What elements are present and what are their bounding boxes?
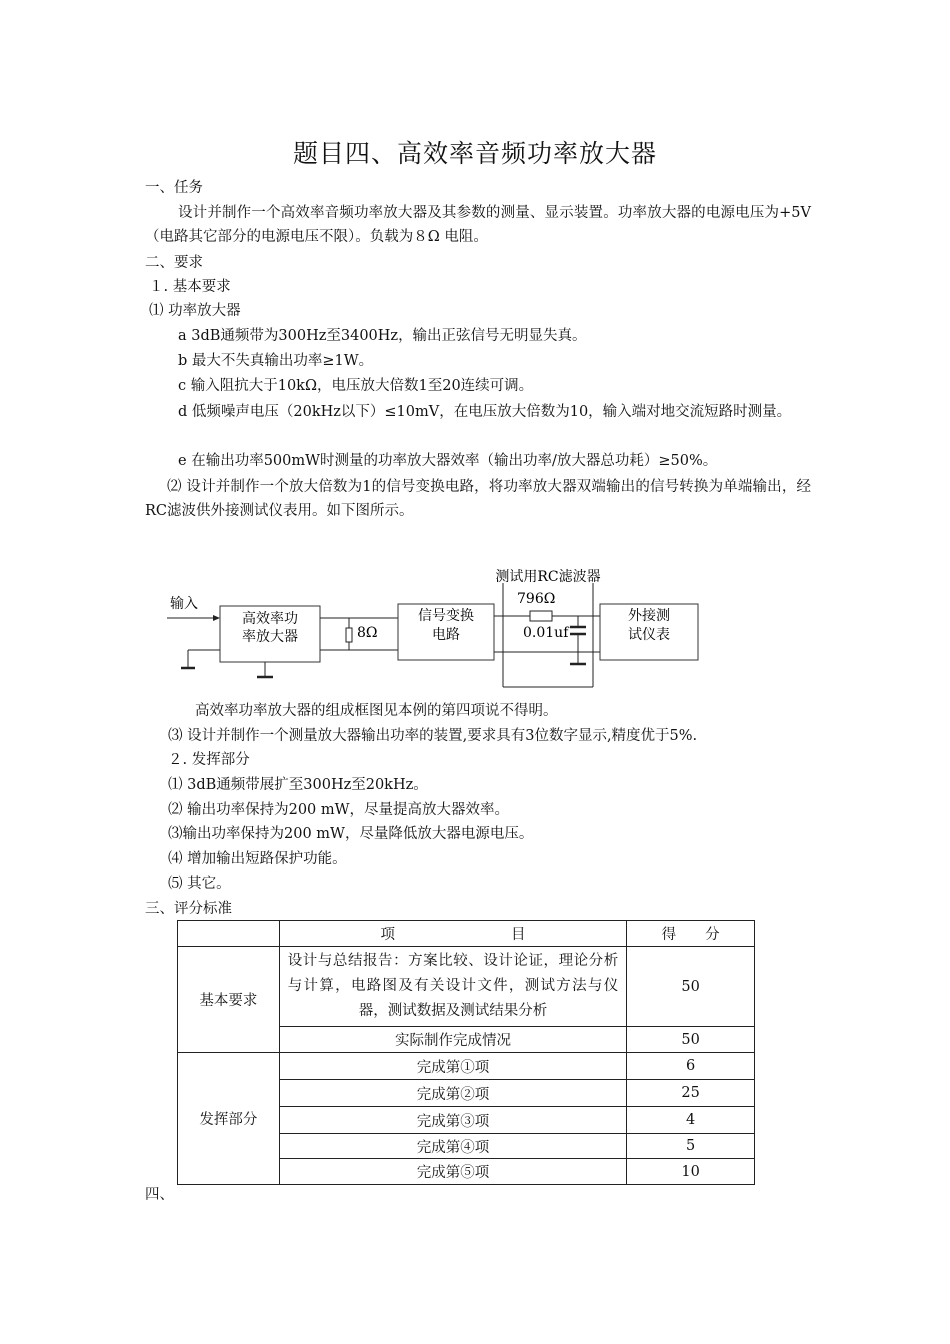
extension-item5: ⑸ 其它。 bbox=[168, 876, 231, 892]
requirement-d: d 低频噪声电压（20kHz以下）≤10mV，在电压放大倍数为10，输入端对地交流短路时测量。 bbox=[178, 404, 792, 420]
amplifier-label-line2: 率放大器 bbox=[242, 629, 298, 645]
table-header-blank bbox=[178, 921, 280, 947]
filter-label: 测试用RC滤波器 bbox=[495, 569, 601, 585]
section-heading-scoring: 三、评分标准 bbox=[145, 901, 232, 917]
section-heading-requirements: 二、要求 bbox=[145, 255, 203, 271]
meter-label-line1: 外接测 bbox=[628, 608, 670, 624]
diagram-caption: 高效率功率放大器的组成框图见本例的第四项说不得明。 bbox=[195, 703, 558, 719]
input-label: 输入 bbox=[170, 596, 198, 612]
table-cell-item: 实际制作完成情况 bbox=[279, 1027, 626, 1053]
page-title: 题目四、高效率音频功率放大器 bbox=[292, 139, 657, 168]
meter-label-line2: 试仪表 bbox=[628, 627, 670, 643]
table-row bbox=[178, 1053, 755, 1080]
requirement-item2: ⑵ 设计并制作一个放大倍数为1的信号变换电路，将功率放大器双端输出的信号转换为单端输出，经RC滤波供外接测试仪表用。如下图所示。 bbox=[145, 479, 811, 519]
table-cell-item: 设计与总结报告：方案比较、设计论证，理论分析与计算，电路图及有关设计文件，测试方法与仪器，测试数据及测试结果分析 bbox=[279, 947, 626, 1027]
extension-group-label: 发挥部分 bbox=[178, 1053, 280, 1185]
table-cell-item: 完成第⑤项 bbox=[279, 1159, 626, 1185]
requirement-c: c 输入阻抗大于10kΩ，电压放大倍数1至20连续可调。 bbox=[178, 378, 534, 394]
table-cell-score: 25 bbox=[627, 1080, 755, 1107]
extension-item3: ⑶输出功率保持为200 mW，尽量降低放大器电源电压。 bbox=[168, 826, 534, 842]
requirement-a: a 3dB通频带为300Hz至3400Hz，输出正弦信号无明显失真。 bbox=[178, 328, 587, 344]
load-resistor bbox=[346, 628, 352, 642]
table-cell-item: 完成第①项 bbox=[279, 1053, 626, 1080]
section-heading-task: 一、任务 bbox=[145, 180, 203, 196]
table-cell-item: 完成第③项 bbox=[279, 1107, 626, 1134]
section-heading-four: 四、 bbox=[145, 1187, 174, 1203]
converter-label-line1: 信号变换 bbox=[418, 608, 474, 624]
requirement-b: b 最大不失真输出功率≥1W。 bbox=[178, 353, 374, 369]
filter-resistor bbox=[530, 611, 552, 621]
amplifier-label-line1: 高效率功 bbox=[242, 611, 298, 627]
requirement-e: e 在输出功率500mW时测量的功率放大器效率（输出功率/放大器总功耗）≥50%。 bbox=[178, 453, 718, 469]
table-cell-score: 5 bbox=[627, 1134, 755, 1159]
table-cell-score: 10 bbox=[627, 1159, 755, 1185]
item1-heading: ⑴ 功率放大器 bbox=[149, 303, 241, 319]
basic-requirements-heading: １. 基本要求 bbox=[149, 279, 231, 295]
table-cell-score: 50 bbox=[627, 1027, 755, 1053]
table-cell-score: 6 bbox=[627, 1053, 755, 1080]
extension-item4: ⑷ 增加输出短路保护功能。 bbox=[168, 851, 347, 867]
task-paragraph: 设计并制作一个高效率音频功率放大器及其参数的测量、显示装置。功率放大器的电源电压为+5V（电路其它部分的电源电压不限）。负载为８Ω 电阻。 bbox=[145, 205, 811, 245]
table-cell-item: 完成第②项 bbox=[279, 1080, 626, 1107]
table-cell-item: 完成第④项 bbox=[279, 1134, 626, 1159]
table-cell-score: 4 bbox=[627, 1107, 755, 1134]
load-label: 8Ω bbox=[357, 625, 378, 641]
extension-item1: ⑴ 3dB通频带展扩至300Hz至20kHz。 bbox=[168, 777, 428, 793]
table-header-row bbox=[178, 921, 755, 947]
capacitor-label: 0.01uf bbox=[523, 625, 569, 641]
table-header-score: 得 分 bbox=[627, 921, 755, 947]
requirement-item3: ⑶ 设计并制作一个测量放大器输出功率的装置,要求具有3位数字显示,精度优于5%. bbox=[168, 728, 698, 744]
table-cell-score: 50 bbox=[627, 947, 755, 1027]
table-header-item: 项 目 bbox=[279, 921, 626, 947]
converter-label-line2: 电路 bbox=[432, 627, 460, 643]
extension-item2: ⑵ 输出功率保持为200 mW，尽量提高放大器效率。 bbox=[168, 802, 510, 818]
resistor-label: 796Ω bbox=[517, 591, 556, 607]
block-diagram bbox=[150, 560, 730, 695]
scoring-table bbox=[177, 920, 755, 1185]
extension-heading: ２. 发挥部分 bbox=[168, 752, 250, 768]
basic-group-label: 基本要求 bbox=[178, 947, 280, 1053]
table-row bbox=[178, 947, 755, 1027]
